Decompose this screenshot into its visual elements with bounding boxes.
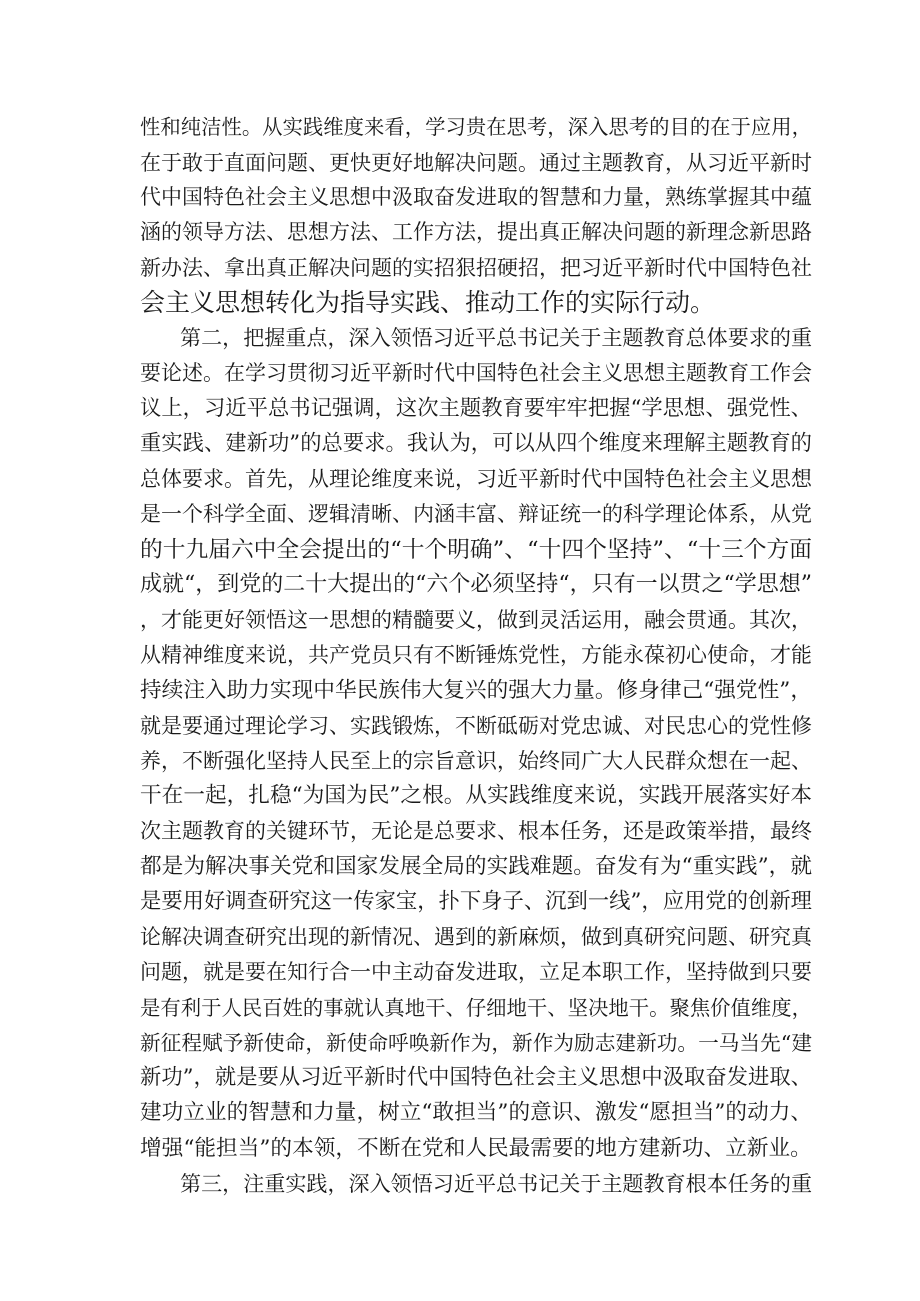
- text-line: 干在一起，扎稳“为国为民”之根。从实践维度来说，实践开展落实好本: [140, 783, 812, 808]
- text-line: 议上，习近平总书记强调，这次主题教育要牢牢把握“学思想、强党性、: [140, 396, 813, 421]
- text-line: 新功”，就是要从习近平新时代中国特色社会主义思想中汲取奋发进取、: [140, 1065, 813, 1090]
- text-line: 性和纯洁性。从实践维度来看，学习贵在思考，深入思考的目的在于应用，: [140, 115, 813, 139]
- text-line: 是一个科学全面、逻辑清晰、内涵丰富、辩证统一的科学理论体系，从党: [140, 502, 813, 526]
- text-line: 重实践、建新功”的总要求。我认为，可以从四个维度来理解主题教育的: [140, 431, 813, 456]
- text-line: 从精神维度来说，共产党员只有不断锤炼党性，方能永葆初心使命，才能: [140, 643, 813, 667]
- text-line: 就是要通过理论学习、实践锻炼，不断砥砺对党忠诚、对民忠心的党性修: [140, 714, 813, 738]
- text-line: 在于敢于直面问题、更快更好地解决问题。通过主题教育，从习近平新时: [140, 151, 813, 175]
- text-line: 的十九届六中全会提出的“十个明确”、“十四个坚持”、“十三个方面: [140, 537, 813, 563]
- paragraph-start-line: 第二，把握重点，深入领悟习近平总书记关于主题教育总体要求的重: [180, 325, 813, 350]
- text-line: 涵的领导方法、思想方法、工作方法，提出真正解决问题的新理念新思路: [140, 220, 813, 244]
- text-line: 要论述。在学习贯彻习近平新时代中国特色社会主义思想主题教育工作会: [140, 361, 813, 385]
- text-line: 论解决调查研究出现的新情况、遇到的新麻烦，做到真研究问题、研究真: [140, 925, 813, 949]
- text-line: 是要用好调查研究这一传家宝，扑下身子、沉到一线”，应用党的创新理: [140, 889, 813, 914]
- text-line: ，才能更好领悟这一思想的精髓要义，做到灵活运用，融会贯通。其次，: [140, 608, 813, 632]
- text-line: 持续注入助力实现中华民族伟大复兴的强大力量。修身律己“强党性”，: [140, 678, 812, 703]
- text-line: 成就“，到党的二十大提出的“六个必须坚持“，只有一以贯之“学思想”: [140, 572, 812, 597]
- text-line: 是有利于人民百姓的事就认真地干、仔细地干、坚决地干。聚焦价值维度，: [140, 996, 813, 1020]
- text-line: 养，不断强化坚持人民至上的宗旨意识，始终同广大人民群众想在一起、: [140, 749, 813, 773]
- text-line: 建功立业的智慧和力量，树立“敢担当”的意识、激发“愿担当”的动力、: [140, 1100, 813, 1125]
- text-line: 都是为解决事关党和国家发展全局的实践难题。奋发有为“重实践”，就: [140, 854, 812, 879]
- paragraph-start-line: 第三，注重实践，深入领悟习近平总书记关于主题教育根本任务的重: [180, 1171, 813, 1196]
- text-line: 代中国特色社会主义思想中汲取奋发进取的智慧和力量，熟练掌握其中蕴: [140, 185, 813, 209]
- text-line: 新征程赋予新使命，新使命呼唤新作为，新作为励志建新功。一马当先“建: [140, 1031, 812, 1055]
- text-line: 问题，就是要在知行合一中主动奋发进取，立足本职工作，坚持做到只要: [140, 960, 813, 984]
- text-line: 总体要求。首先，从理论维度来说，习近平新时代中国特色社会主义思想: [140, 467, 813, 491]
- text-line: 新办法、拿出真正解决问题的实招狠招硬招，把习近平新时代中国特色社: [140, 256, 813, 280]
- text-line: 会主义思想转化为指导实践、推动工作的实际行动。: [140, 288, 716, 317]
- text-line: 次主题教育的关键环节，无论是总要求、根本任务，还是政策举措，最终: [140, 819, 813, 843]
- text-line: 增强“能担当”的本领，不断在党和人民最需要的地方建新功、立新业。: [140, 1136, 812, 1161]
